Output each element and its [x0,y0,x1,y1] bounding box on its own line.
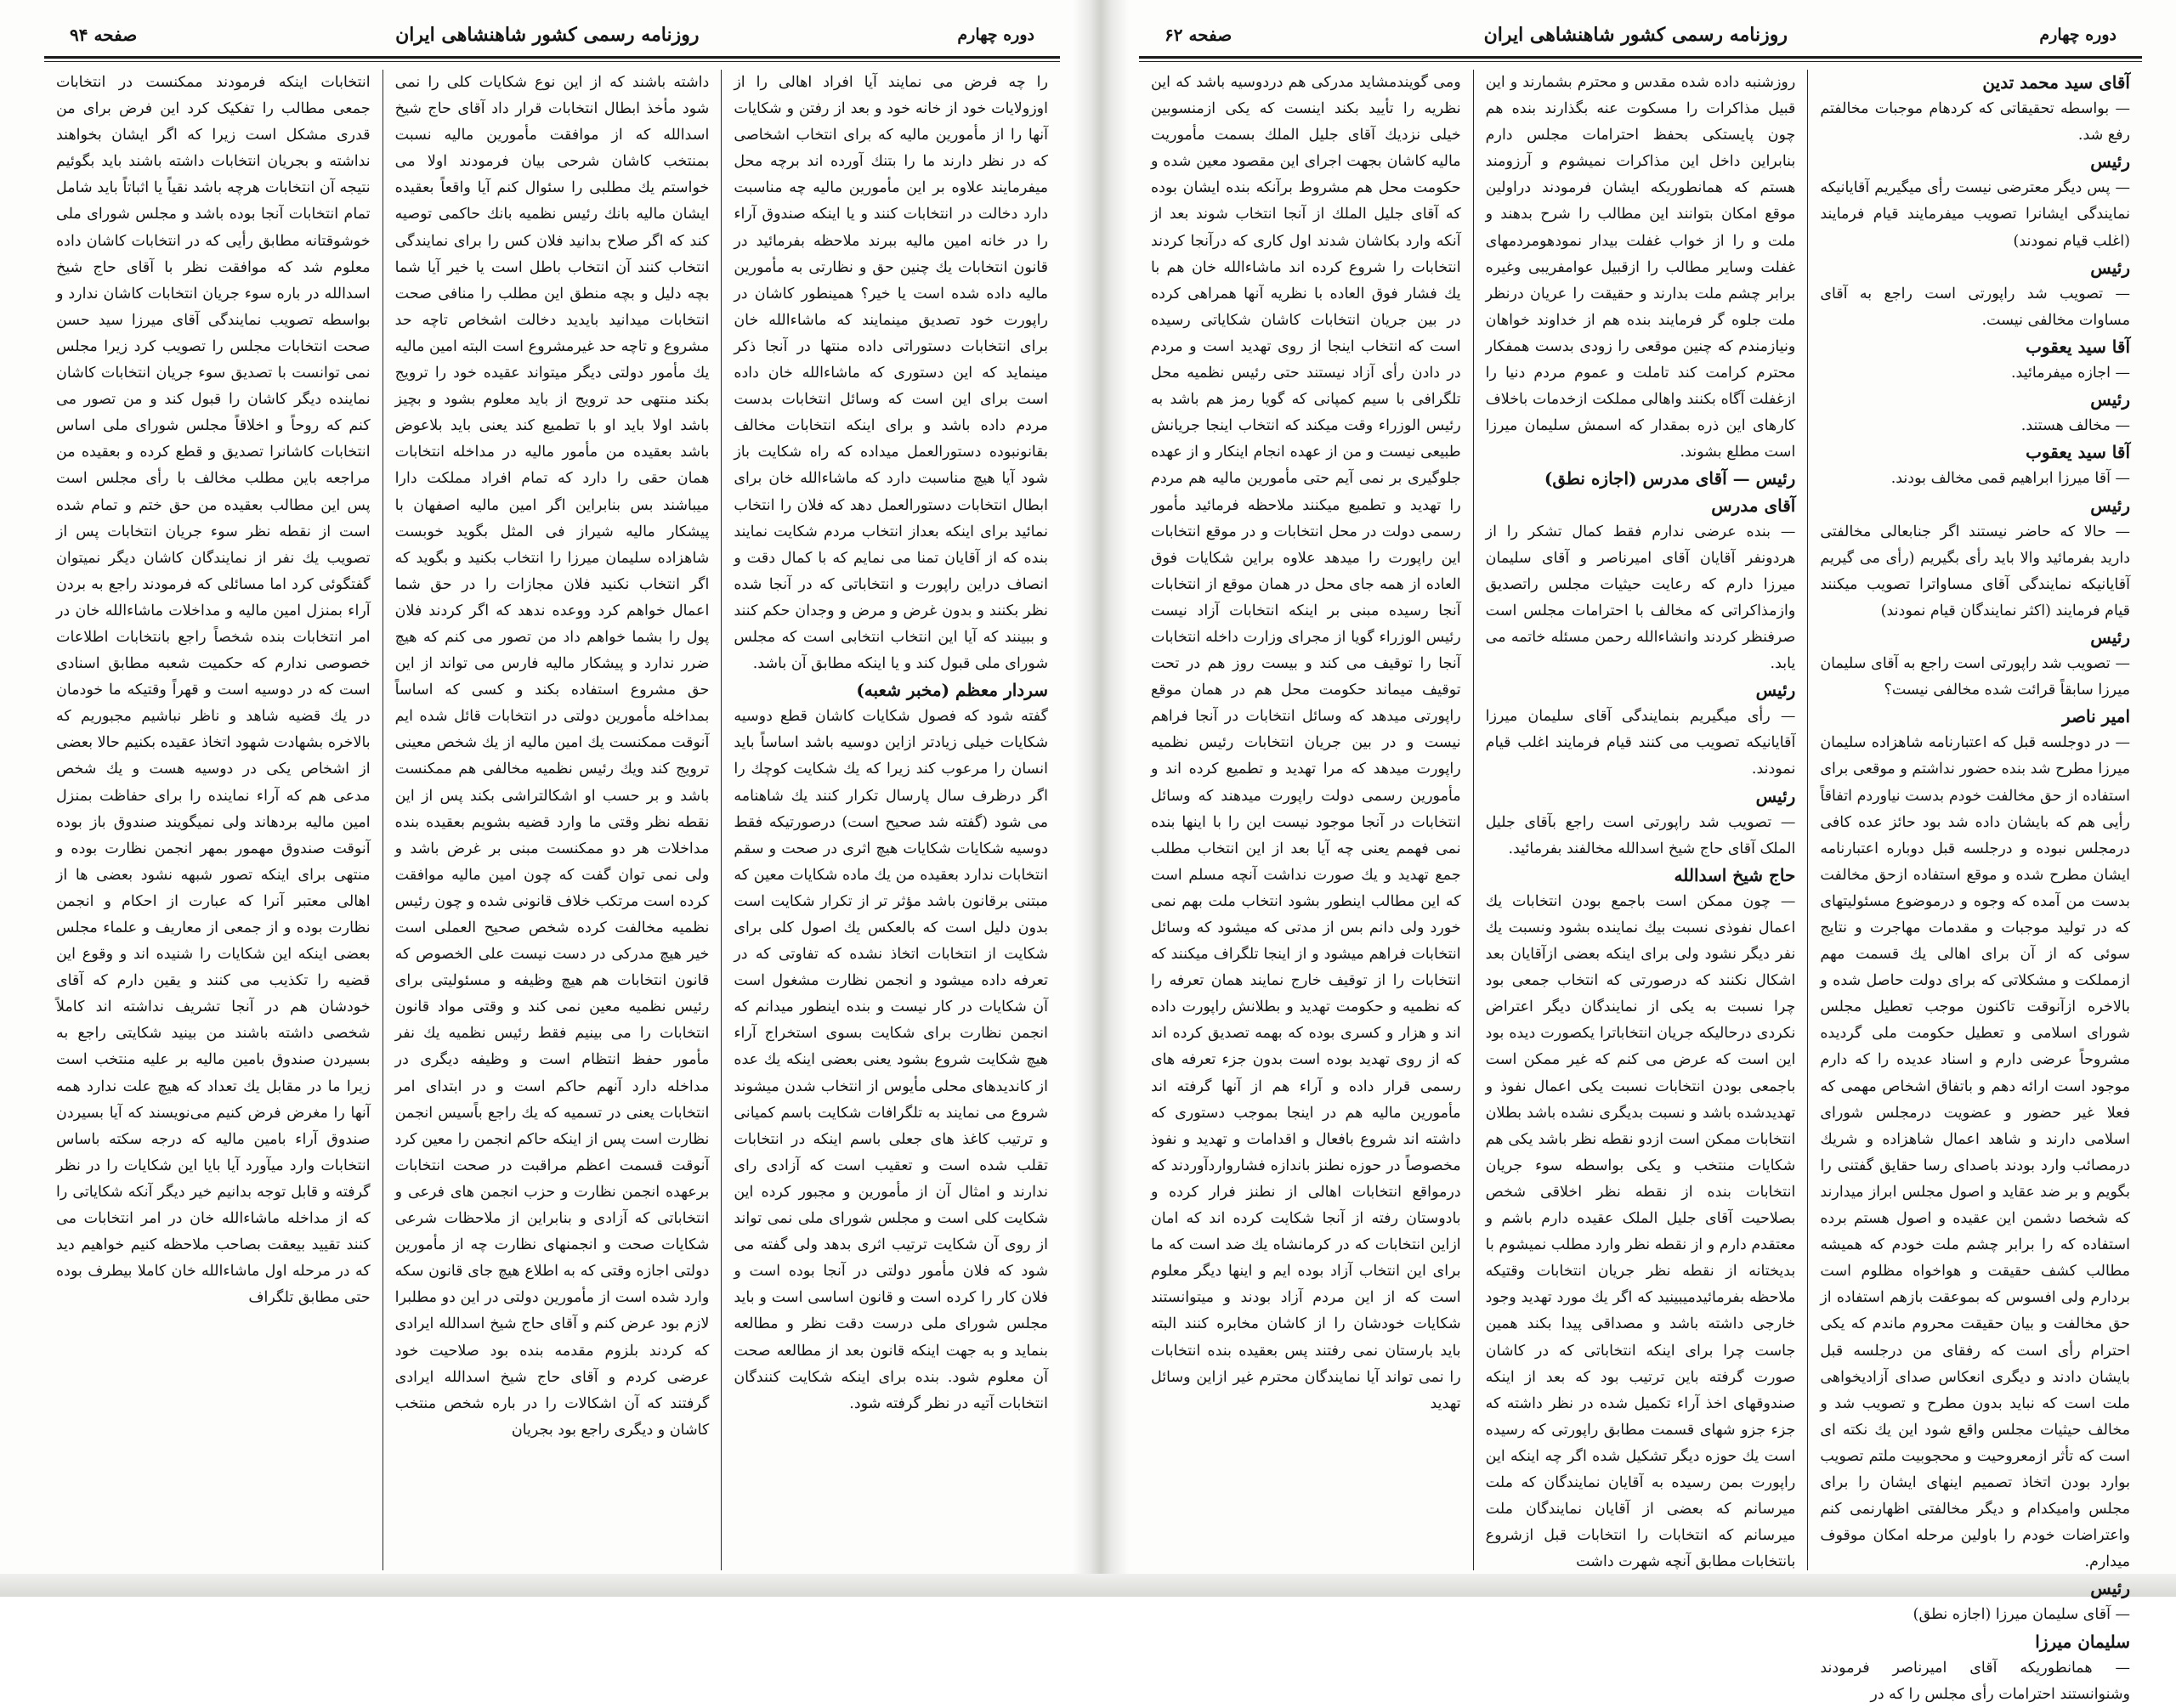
paragraph: ومی گویندمشاید مدرکی هم دردوسیه باشد که این نظریه را تأیید بکند اینست که یکی ازمنسوبین خیلی نزدیك آقای جلیل الملك بسمت مأموریت مالیه کاشان بجهت اجرای این مقصود معین شده و حکومت محل هم مشروط برآنکه بنده ایشان بوده که آقای جلیل الملك از آنجا انتخاب شوند بعد از آنکه وارد بکاشان شدند اول کاری که درآنجا کردند انتخابات را شروع کرده اند ماشاءالله خان هم با یك فشار فوق العاده با نظریه آنها همراهی کرده در بین جریان انتخابات کاشان شکایاتی رسیده است که انتخاب اینجا از روی تهدید است و مردم در دادن رأی آزاد نیستند حتی رئیس نظمیه محل تلگرافی با سیم کمپانی که گویا رمز هم باشد به رئیس الوزراء وقت میکند که انتخاب اینجا جریانش طبیعی نیست و من از عهده انجام اینکار و از عهده جلوگیری بر نمی آیم حتی مأمورین مالیه هم مردم را تهدید و تطمیع میکنند ملاحظه فرمائید مأمور رسمی دولت در محل انتخابات و در موقع انتخابات این راپورت را میدهد علاوه براین شکایات فوق العاده از همه جای محل در همان موقع از انتخابات آنجا رسیده مبنی بر اینکه انتخابات آزاد نیست رئیس الوزراء گویا از مجرای وزارت داخله انتخابات آنجا را توقیف می کند و بیست روز هم در تحت توقیف میماند حکومت محل هم در همان موقع راپورتی میدهد که وسائل انتخابات در آنجا فراهم نیست و در بین جریان انتخابات رئیس نظمیه راپورت میدهد که مرا تهدید و تطمیع کرده اند و مأمورین رسمی دولت راپورت میدهند که وسائل انتخابات در آنجا موجود نیست این را با اینها بنده نمی فهمم یعنی چه آیا بعد از این انتخاب مطلب جمع تهدید و یك صورت نداشت آنچه مسلم است که این مطالب اینطور بشود انتخاب ملت بهم نمی خورد ولی دانم بس از مدتی که میشود که وسائل انتخابات فراهم میشود و از اینجا تلگراف میکنند که انتخابات را از توقیف خارج نمایند همان تعرفه را که نظمیه و حکومت تهدید و بطلانش راپورت داده اند و هزار و کسری بوده که بهمه تصدیق کرده اند که از روی تهدید بوده است بدون جزء تعرفه های رسمی قرار داده و آراء هم از آنها گرفته اند مأمورین مالیه هم در اینجا بموجب دستوری که داشته اند شروع بافعال و اقدامات و تهدید و نفوذ مخصوصاً در حوزه نطنز باندازه فشارواردآوردند که درمواقع انتخابات اهالی از نطنز فرار کرده و بادوستان رفته از آنجا شکایت کرده اند که امان ازاین انتخابات که در کرمانشاه یك ضد است که ما برای این انتخاب آزاد بوده ایم و اینها دیگر معلوم است که از این مردم آزاد بودند و میتوانستند شکایات خودشان را از کاشان مخابره کنند البته باید بارستان نمی رفتند پس بعقیده بنده انتخابات را نمی تواند آیا نمایندگان محترم غیر ازاین وسائل تهدید [1150,74,1461,1412]
speaker-name: سردار معظم (مخبر شعبه) [856,680,1048,701]
speaker-name: امیر ناصر [2062,706,2130,727]
speaker-name: حاج شیخ اسدالله [1674,864,1796,885]
paragraph: — مخالف هستند. [2020,417,2130,435]
paragraph: — تصویب شد راپورتی است راجع به آقای مساوات مخالفی نیست. [1820,285,2130,329]
paragraph: — تصویب شد راپورتی است راجع به آقای سلیمان میرزا سابقاً قرائت شده مخالفی نیست؟ [1820,655,2130,699]
paragraph: — در دوجلسه قبل که اعتبارنامه شاهزاده سلیمان میرزا مطرح شد بنده حضور نداشتم و موقعی برای استفاده از حق مخالفت خودم بدست نیاوردم اتفاقاً رأیی هم که بایشان داده شد بود حائز عده کافی درمجلس نبوده و درجلسه قبل دوباره اعتبارنامه ایشان مطرح شده و موقع استفاده ازحق مخالفت بدست من آمده که وجوه و درموضوع مسئولیتهای که در تولید موجبات و مقدمات مهاجرت و نتایج سوئی که از آن برای اهالی یك قسمت مهم ازمملکت و مشکلاتی که برای دولت حاصل شده و بالاخره ازآنوقت تاکنون موجب تعطیل مجلس شورای اسلامی و تعطیل حکومت ملی گردیده مشروحاً عرضی دارم و اسناد عدیده را که دارم موجود است ارائه دهم و باتفاق اشخاص مهمی که فعلا غیر حضور و عضویت درمجلس شورای اسلامی دارند و شاهد اعمال شاهزاده و شریك درمصائب وارد بودند باصدای رسا حقایق گفتنی را بگویم و بر ضد عقاید و اصول مجلس ابراز میدارند که شخصا دشمن این عقیده و اصول هستم برده استفاده که را برابر چشم ملت خودم که همیشه مطالب کشف حقیقت و هواخواه مظلوم است بردارم ولی افسوس که بموعقت بازهم استفاده از حق مخالفت و بیان حقیقت محروم ماندم که یکی احترام رأی است که رفقای من درجلسه قبل بایشان دادند و دیگری انعکاس صدای آزادیخواهی ملت است که نباید بدون مطرح و تصویب شد و مخالف حیثیات مجلس واقع شود این یك نکته ای است که تأثر ازمعروحیت و محجوبیت ملتم تصویب بوارد بودن اتخاذ تصمیم اینهای ایشان را برای مجلس وامیکدام و دیگر مخالفتی اظهارنمی کنم واعتراضات خودم را باولین مرحله امکان موقوف میدارم. [1820,734,2130,1571]
paragraph: — پس دیگر معترضی نیست رأی میگیریم آقایانیکه نمایندگی ایشانرا تصویب میفرمایند قیام فرمایند (اغلب قیام نمودند) [1820,179,2130,250]
speaker-name: رئیس [2090,1578,2130,1599]
speaker-name: رئیس [2090,389,2130,410]
paragraph: — همانطوریکه آقای امیرناصر فرمودند وشنوانستند احترامات رأی مجلس را که در [1820,1659,2130,1703]
speaker-name: آقای سید محمد تدین [1982,72,2130,93]
speaker-name: رئیس [1755,785,1796,806]
paragraph: — حالا که حاضر نیستند اگر جنابعالی مخالفتی دارید بفرمائید والا باید رأی بگیریم (رأی می گیریم آقایانیکه نمایندگی آقای مساواترا تصویب میکنند قیام فرمایند (اکثر نمایندگان قیام نمودند) [1820,523,2130,619]
speaker-name: رئیس [1755,680,1796,701]
text-column [1808,70,2142,1703]
volume-label: دوره چهارم [2039,25,2116,44]
left-page-masthead [44,15,1060,54]
paragraph: داشته باشند که از این نوع شکایات کلی را نمی شود مأخذ ابطال انتخابات قرار داد آقای حاج شیخ اسدالله که از موافقت مأمورین مالیه نسبت بمنتخب کاشان شرحی بیان فرمودند اولا می خواستم یك مطلبی را سئوال کنم آیا واقعاً بعقیده ایشان مالیه بانك رئیس نظمیه بانك حاکمی توصیه کند که اگر صلاح بدانید فلان کس را برای نمایندگی انتخاب کنند آن انتخاب باطل است یا خیر آیا شما بچه دلیل و بچه منطق این مطلب را منافی صحت انتخابات میدانید بایدید دخالت اشخاص تاچه حد مشروع و تاچه حد غیرمشروع است البته امین مالیه یك مأمور دولتی دیگر میتواند عقیده خود را ترویج بکند منتهی حد ترویج از باید معلوم بشود و بچیز باشد اولا باید او با تطمیع کند یعنی باید بلاعوض باشد بعقیده من مأمور مالیه در مداخله انتخابات همان حقی را دارد که تمام افراد مملکت دارا میباشند بس بنابراین اگر امین مالیه اصفهان با پیشکار مالیه شیراز فی المثل بگوید خوبست شاهزاده سلیمان میرزا را انتخاب بکنید و بگوید که اگر انتخاب نکنید فلان مجازات را در حق شما اعمال خواهم کرد ووعده ندهد که اگر کردند فلان پول را بشما خواهم داد من تصور می کنم که هیچ ضرر ندارد و پیشکار مالیه فارس می تواند از این حق مشروع استفاده بکند و کسی که اساساً بمداخله مأمورین دولتی در انتخابات قائل شده ایم آنوقت ممکنست یك امین مالیه از یك شخص معینی ترویج کند ویك رئیس نظمیه مخالفی هم ممکنست باشد و بر حسب او اشکالتراشی بکند پس از این نقطه نظر وقتی ما وارد قضیه بشویم بعقیده بنده مداخلات هر دو ممکنست مبنی بر غرض باشد و ولی نمی توان گفت که چون امین مالیه موافقت کرده است مرتکب خلاف قانونی شده و چون رئیس نظمیه مخالفت کرده شخص صحیح العملی است خیر هیچ مدرکی در دست نیست علی الخصوص که قانون انتخابات هم هیچ وظیفه و مسئولیتی برای رئیس نظمیه معین نمی کند و وقتی مواد قانون انتخابات را می بینیم فقط رئیس نظمیه یك نفر مأمور حفظ انتظام است و وظیفه دیگری در مداخله دارد آنهم حاکم است و در ابتدای امر انتخابات یعنی در تسمیه که یك راجع باًسیس انجمن نظارت است پس از اینکه حاکم انجمن را معین کرد آنوقت قسمت اعظم مراقبت در صحت انتخابات برعهده انجمن نظارت و حزب انجمن های فرعی و انتخاباتی که آزادی و بنابراین از ملاحظات شرعی شکایات صحت و انجمنهای نظارت چه از مأمورین دولتی اجازه وقتی که به اطلاع هیچ جای قانون سکه وارد شده است از مأمورین دولتی در این دو مطلبرا لازم بود عرض کنم و آقای حاج شیخ اسدالله ایرادی که کردند بلزوم مقدمه بنده بود صلاحیت خود عرضی کردم و آقای حاج شیخ اسدالله ایرادی گرفتند که آن اشکالات را در باره شخص منتخب کاشان و دیگری راجع بود بجریان [394,74,710,1439]
text-column [722,70,1060,1570]
page-number: صفحه ۹۴ [70,25,138,45]
text-column [44,70,383,1570]
newspaper-title: روزنامه رسمی کشور شاهنشاهی ایران [1483,24,1788,46]
paragraph: — بواسطه تحقیقاتی که کردهام موجبات مخالفتم رفع شد. [1820,100,2130,144]
speaker-name: رئیس [2090,151,2130,172]
paragraph: — رأی میگیریم بنمایندگی آقای سلیمان میرزا آقایانیکه تصویب می کنند قیام فرمایند اغلب قیام نمودند. [1485,708,1796,778]
paragraph: — تصویب شد راپورتی است راجع بآقای جلیل الملک آقای حاج شیخ اسدالله مخالفند بفرمائید. [1485,813,1796,857]
speaker-name: رئیس [2090,257,2130,278]
speaker-name: رئیس — آقای مدرس (اجازه نطق) [1544,468,1796,489]
left-page [44,15,1060,1570]
newspaper-title: روزنامه رسمی کشور شاهنشاهی ایران [395,24,700,46]
paragraph: — آقا میرزا ابراهیم قمی مخالف بودند. [1890,470,2130,488]
right-page [1139,15,2142,1703]
left-page-columns [44,70,1060,1570]
header-rule [1139,56,2142,59]
paragraph: روزشنبه داده شده مقدس و محترم بشمارند و این قبیل مذاکرات را مسکوت عنه بگذارند بنده هم چون پایستکی بحفظ احترامات مجلس دارم بنابراین داخل این مذاکرات نمیشوم و آرزومند هستم که همانطوریکه ایشان فرمودند دراولین موقع امکان بتوانند این مطالب را شرح بدهند و ملت و را از خواب غفلت بیدار نمودهومردمهای غفلت وسایر مطالب را ازقبیل عوامفریبی وغیره برابر چشم ملت بدارند و حقیقت را عریان درنظر ملت جلوه گر فرمایند بنده هم از خداوند خواهان ونیازمندم که چنین موقعی را زودی بدست همفکار محترم کرامت کند تاملت و عموم مردم دنیا را ازغفلت آگاه بکنند واهالی مملکت ازخدمات باخلاف کارهای این ذره بمقدار که اسمش سلیمان میرزا است مطلع بشوند. [1485,74,1796,461]
page-fold [1073,0,1129,1597]
page-number: صفحه ۶۲ [1164,25,1232,45]
header-rule [44,56,1060,59]
text-column [1474,70,1809,1570]
speaker-name: آقای مدرس [1711,495,1796,516]
text-column [383,70,722,1570]
right-page-masthead [1139,15,2142,54]
speaker-name: رئیس [2090,495,2130,516]
paragraph: گفته شود که فصول شکایات کاشان قطع دوسیه شکایات خیلی زیادتر ازاین دوسیه باشد اساساً باید انسان را مرعوب کند زیرا که یك شکایت کوچك را اگر درظرف سال پارسال تکرار کنند یك شاهنامه می شود (گفته شد صحیح است) درصورتیکه فقط دوسیه شکایات شکایات هیچ اثری در صحت و سقم انتخابات ندارد بعقیده من یك ماده شکایات معین که مبتنی برقانون باشد مؤثر تر از تکرار شکایت است بدون دلیل است که بالعکس یك اصول کلی برای شکایت از انتخابات اتخاذ نشده که تفاوتی که در تعرفه داده میشود و انجمن نظارت مشغول است آن شکایات در کار نیست و بنده اینطور میدانم که انجمن نظارت برای شکایت بسوی استخراج آراء هیچ شکایت شروع بشود یعنی بعضی اینکه یك عده از کاندیدهای محلی مأیوس از انتخاب شدن میشوند شروع می نمایند به تلگرافات شکایت باسم کمیانی و ترتیب کاغذ های جعلی باسم اینکه در انتخابات تقلب شده است و تعقیب است که آزادی رای ندارند و امثال آن از مأمورین و مجبور کرده این شکایت کلی است و مجلس شورای ملی نمی تواند از روی آن شکایت ترتیب اثری بدهد ولی گفته می شود که فلان مأمور دولتی در آنجا بوده است و فلان کار را کرده است و قانون اساسی است و باید مجلس شورای ملی درست دقت نظر و مطالعه بنماید و به جهت اینکه قانون بعد از مطالعه صحت آن معلوم شود. بنده برای اینکه شکایت کنندگان انتخابات آتیه در نظر گرفته شود. [734,708,1048,1412]
paragraph: انتخابات اینکه فرمودند ممکنست در انتخابات جمعی مطالب را تفکیک کرد این فرض برای من قدری مشکل است زیرا که اگر ایشان بخواهند نداشته و بجریان انتخابات داشته باشند باید بگوئیم نتیجه آن انتخابات هرچه باشد نقیاً یا اثباتاً باید شامل تمام انتخابات آنجا بوده باشد و مجلس شورای ملی خوشوقتانه مطابق رأیی که در انتخابات کاشان داده معلوم شد که موافقت نظر با آقای حاج شیخ اسدالله در باره سوء جریان انتخابات کاشان ندارد و بواسطه تصویب نمایندگی آقای میرزا سید حسن صحت انتخابات مجلس را تصویب کرد زیرا مجلس نمی توانست با تصدیق سوء جریان انتخابات کاشان نماینده دیگر کاشان را قبول کند و من تصور می کنم که روحاً و اخلاقاً مجلس شورای ملی اساس انتخابات کاشانرا تصدیق و قطع کرده و بعقیده من مراجعه باین مطلب مخالف با رأی مجلس است پس این مطالب بعقیده من حق ختم و تمام شده است از نقطه نظر سوء جریان انتخابات پس از تصویب یك نفر از نمایندگان کاشان دیگر نمیتوان گفتگوئی کرد اما مسائلی که فرمودند راجع به بردن آراء بمنزل امین مالیه و مداخلات ماشاءالله خان در امر انتخابات بنده شخصاً راجع بانتخابات اطلاعات خصوصی ندارم که حکمیت شعبه مطابق اسنادی است که در دوسیه است و قهراً وقتیکه ما خودمان در یك قضیه شاهد و ناظر نباشیم مجبوریم که بالاخره بشهادت شهود اتخاذ عقیده بکنیم حالا بعضی از اشخاص یکی در دوسیه هست و یك شخص مدعی هم که آراء نماینده را برای حفاظت بمنزل امین مالیه بردهاند ولی نمیگویند صندوق باز بوده آنوقت صندوق مهمور بمهر انجمن نظارت بوده و منتهی برای اینکه تصور شبهه نشود بعضی ها از اهالی معتبر آنرا که عبارت از احکام و انجمن نظارت بوده و از جمعی از معاریف و علماء مجلس بعضی اینکه این شکایات را شنیده اند و وقوع این قضیه را تکذیب می کنند و یقین دارم که آقای خودشان هم در آنجا تشریف نداشته اند کاملاً شخصی داشته باشند من بینید شکایتی راجع به بسیردن صندوق بامین مالیه بر علیه منتخب است زیرا ما در مقابل یك تعداد که هیچ علت ندارد همه آنها را مغرض فرض کنیم می‌نویسند که آیا بسیردن صندوق آراء بامین مالیه که درجه سکته باساس انتخابات وارد میآورد آیا بایا این شکایات را در نظر گرفته و قابل توجه بدانیم خیر دیگر آنکه شکایاتی را که از مداخله ماشاءالله خان در امر انتخابات می کنند تقیید بیعقت بصاحب ملاحظه کنیم خواهیم دید که در مرحله اول ماشاءالله خان کاملا بیطرف بوده حتی مطابق تلگراف [55,74,371,1307]
text-column [1139,70,1474,1570]
speaker-name: رئیس [2090,626,2130,648]
volume-label: دوره چهارم [957,25,1034,44]
paragraph: — چون ممکن است باجمع بودن انتخابات یك اعمال نفوذی نسبت بیك نماینده بشود ونسبت یك نفر دیگر نشود ولی برای اینکه بعضی ازآقایان بعد اشکال نکنند که درصورتی که انتخاب جمعی بود چرا نسبت به یکی از نمایندگان دیگر اعتراض نکردی درحالیکه جریان انتخاباترا یکصورت دیده بود این است که عرض می کنم که غیر ممکن است باجمعی بودن انتخابات نسبت یکی اعمال نفوذ و تهدیدشده باشد و نسبت بدیگری نشده باشد بطلان انتخابات ممکن است ازدو نقطه نظر باشد یکی هم شکایات منتخب و یکی بواسطه سوء جریان انتخابات بنده از نقطه نظر اخلاقی شخص بصلاحیت آقای جلیل الملک عقیده دارم باشم و معتقدم دارم و از نقطه نظر وارد مطلب نمیشوم با بدیختانه از نقطه نظر جریان انتخابات وقتیکه ملاحظه بفرمائیدمیبینید که اگر یك مورد تهدید وجود خارجی داشته باشد و مصداقی پیدا بکند همین جاست چرا برای اینکه انتخاباتی که در کاشان صورت گرفته باین ترتیب بود که بعد از اینکه صندوقهای اخذ آراء تکمیل شده در نظر داشته که جزء جزو شهای قسمت مطابق راپورتی که رسیده است یك حوزه دیگر تشکیل شده اگر چه اینکه این راپورت بمن رسیده به آقایان نمایندگان که ملت میرسانم که بعضی از آقایان نمایندگان ملت میرسانم که انتخابات را انتخابات قبل ازشروع بانتخابات مطابق آنچه شهرت داشت [1485,892,1796,1571]
paragraph: — بنده عرضی ندارم فقط کمال تشکر را از هردونفر آقایان آقای امیرناصر و آقای سلیمان میرزا دارم که رعایت حیثیات مجلس راتصدیق وازمذاکراتی که مخالف با احترامات مجلس است صرفنظر کردند وانشاءالله رحمن مسئله خاتمه می یابد. [1485,523,1796,673]
paragraph: را چه فرض می نمایند آیا افراد اهالی را از اوزولایات خود از خانه خود و بعد از رفتن و شکایات آنها را از مأمورین مالیه که برای انتخاب اشخاصی که در نظر دارند ما را بتنك آورده اند برچه محل میفرمایند علاوه بر این مأمورین مالیه چه مناسبت دارد دخالت در انتخابات کنند و یا اینکه صندوق آراء را در خانه امین مالیه ببرند ملاحظه بفرمائید در قانون انتخابات یك چنین حق و نظارتی به مأمورین مالیه داده شده است یا خیر؟ همینطور کاشان در راپورت خود تصدیق مینمایند که ماشاءالله خان برای انتخابات دستوراتی داده منتها در آنجا ذکر مینماید که این دستوری که ماشاءالله خان داده است برای این است که وسائل انتخابات بدست مردم داده باشد و برای اینکه انتخابات مخالف بقانونبوده دستورالعمل میداده که راه شکایت باز شود آیا هیچ مناسبت دارد که ماشاءالله خان برای ابطال انتخابات دستورالعمل دهد که فلان را انتخاب نمائید برای اینکه بعداز انتخاب مردم شکایت نمایند بنده که از آقایان تمنا می نمایم که با کمال دقت و انصاف دراین راپورت و انتخاباتی که در آنجا شده نظر بکنند و بدون غرض و مرض و وجدان حکم کنند و ببینند که آیا این انتخاب انتخابی است که مجلس شورای ملی قبول کند و یا اینکه مطابق آن باشد. [734,74,1048,673]
right-page-columns [1139,70,2142,1703]
paragraph: — آقای سلیمان میرزا (اجازه نطق) [1912,1606,2130,1624]
speaker-name: آقا سید یعقوب [2026,442,2130,463]
speaker-name: آقا سید یعقوب [2026,336,2130,357]
speaker-name: سلیمان میرزا [2035,1631,2130,1652]
paragraph: — اجازه میفرمائید. [2010,365,2130,382]
